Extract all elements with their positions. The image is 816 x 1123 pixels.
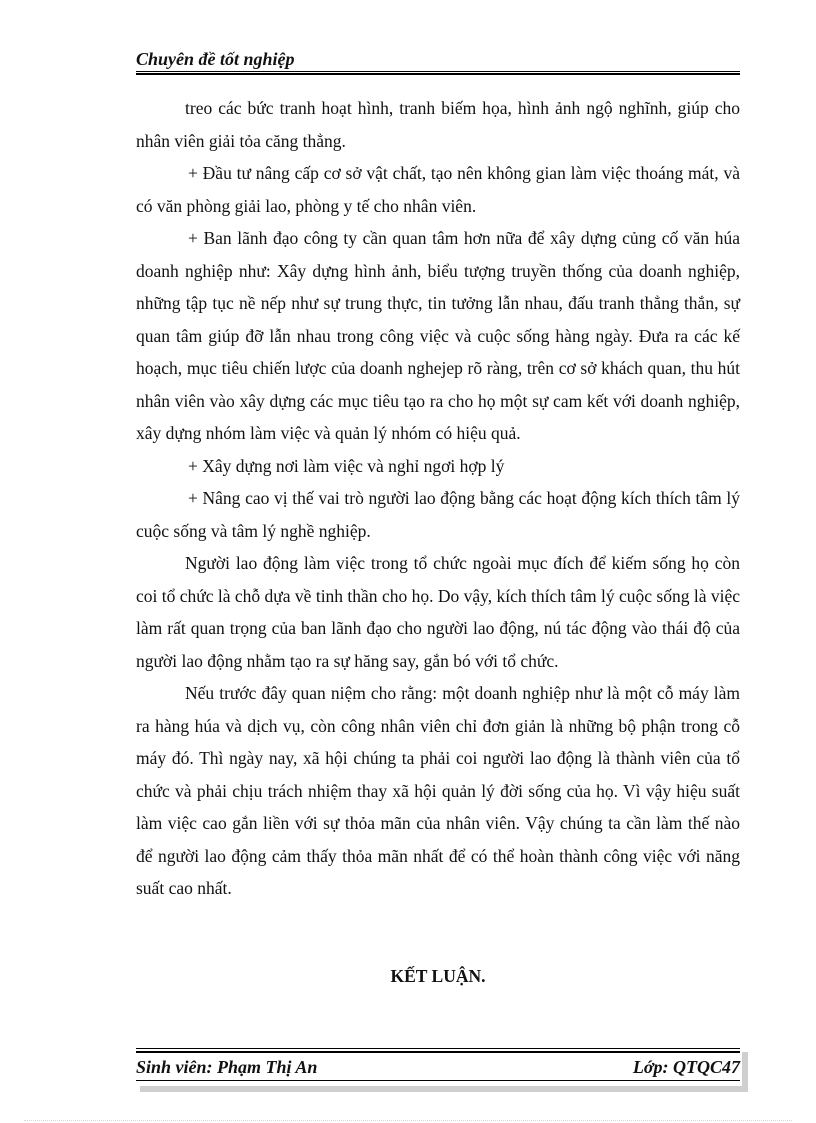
footer-shadow-bottom (140, 1086, 748, 1092)
footer-rule-thick (136, 1051, 740, 1053)
paragraph-bullet-facilities: + Đầu tư nâng cấp cơ sở vật chất, tạo nên không gian làm việc thoáng mát, và có văn phòng giải lao, phòng y tế cho nhân viên. (136, 163, 740, 216)
paragraph-psychology: Người lao động làm việc trong tổ chức ngoài mục đích để kiếm sống họ còn coi tổ chức là chỗ dựa về tinh thần cho họ. Do vậy, kích thích tâm lý cuộc sống là việc làm rất quan trọng của ban lãnh đạo cho người lao động, nú tác động vào thái độ của người lao động nhằm tạo ra sự hăng say, gắn bó với tổ chức. (136, 553, 740, 671)
footer-underline (136, 1080, 740, 1081)
paragraph-bullet-workplace: + Xây dựng nơi làm việc và nghỉ ngơi hợp lý (188, 455, 505, 476)
header-rule (136, 71, 740, 72)
footer-class: Lớp: QTQC47 (632, 1057, 740, 1077)
paragraph-continuation: treo các bức tranh hoạt hình, tranh biếm họa, hình ảnh ngộ nghĩnh, giúp cho nhân viên giải tỏa căng thẳng. (136, 98, 740, 151)
paragraph-bullet-role: + Nâng cao vị thế vai trò người lao động bằng các hoạt động kích thích tâm lý cuộc sống và tâm lý nghề nghiệp. (136, 488, 740, 541)
header-rule-thick (136, 73, 740, 75)
footer-rule (136, 1048, 740, 1049)
page-header-title: Chuyên đề tốt nghiệp (136, 49, 295, 69)
page-edge (24, 1120, 792, 1121)
footer-student: Sinh viên: Phạm Thị An (136, 1057, 318, 1077)
body-text (136, 92, 740, 905)
conclusion-heading: KẾT LUẬN. (390, 966, 486, 986)
page-footer (136, 1055, 740, 1079)
paragraph-concept: Nếu trước đây quan niệm cho rằng: một doanh nghiệp như là một cỗ máy làm ra hàng húa và dịch vụ, còn công nhân viên chỉ đơn giản là những bộ phận trong cỗ máy đó. Thì ngày nay, xã hội chúng ta phải coi người lao động là thành viên của tổ chức và phải chịu trách nhiệm thay xã hội quản lý đời sống của họ. Vì vậy hiệu suất làm việc cao gắn liền với sự thỏa mãn của nhân viên. Vậy chúng ta cần làm thế nào để người lao động cảm thấy thỏa mãn nhất để có thể hoàn thành công việc với năng suất cao nhất. (136, 683, 740, 898)
paragraph-bullet-culture: + Ban lãnh đạo công ty cần quan tâm hơn nữa để xây dựng củng cố văn húa doanh nghiệp như: Xây dựng hình ảnh, biểu tượng truyền thống của doanh nghiệp, những tập tục nề nếp như sự trung thực, tin tưởng lẫn nhau, đấu tranh thẳng thắn, sự quan tâm giúp đỡ lẫn nhau trong công việc và cuộc sống hàng ngày. Đưa ra các kế hoạch, mục tiêu chiến lược của doanh nghejep rõ ràng, trên cơ sở khách quan, thu hút nhân viên vào xây dựng các mục tiêu tạo ra cho họ một sự cam kết với doanh nghiệp, xây dựng nhóm làm việc và quản lý nhóm có hiệu quả. (136, 228, 740, 443)
